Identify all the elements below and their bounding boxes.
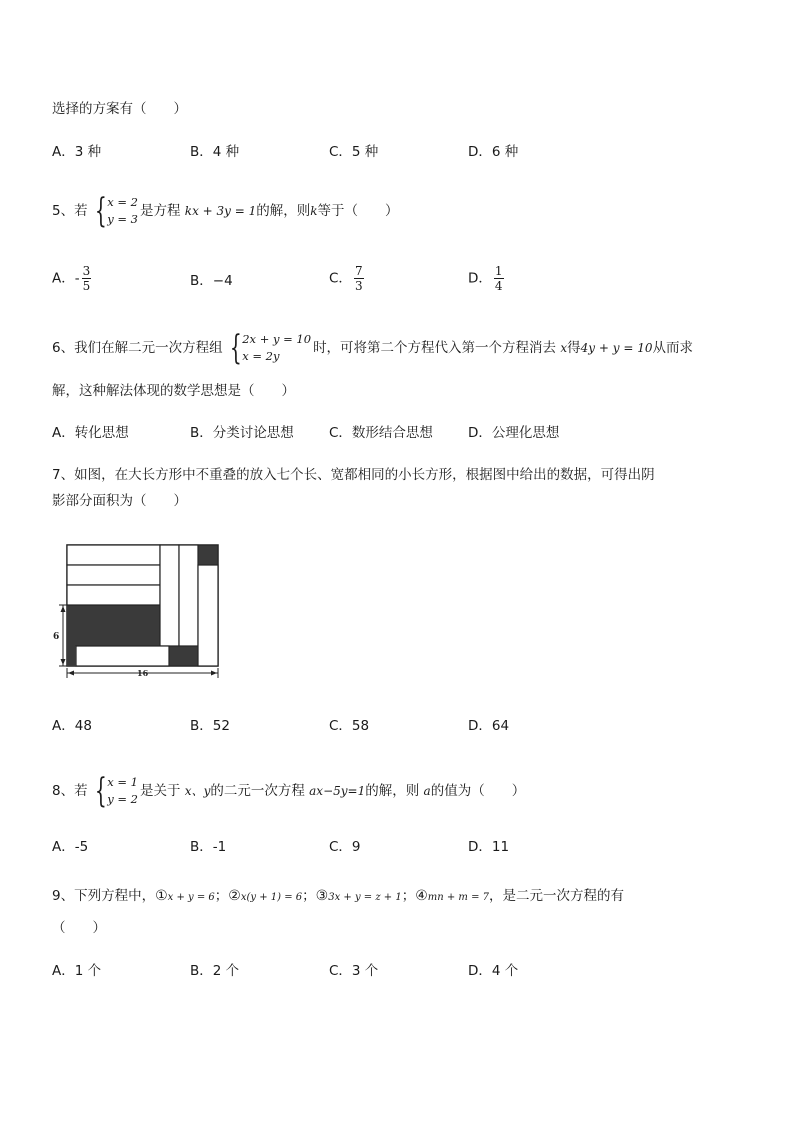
q7-option-c[interactable]: C．58 [329, 718, 370, 734]
q6-option-a[interactable]: A．转化思想 [52, 425, 129, 441]
q5-stem [52, 191, 399, 231]
q7-rectangle-figure [50, 540, 225, 685]
q6-equation: 4y + y = 10 [580, 341, 653, 355]
q8-stem [52, 771, 526, 811]
q5-option-d-fraction [494, 264, 504, 293]
q9-suffix: ，是二元一次方程的有 [489, 888, 625, 904]
q8-suffix-a: 的解，则 [365, 783, 420, 799]
small-rect-v1 [160, 545, 179, 646]
q5-suffix-a: 的解，则 [256, 203, 311, 219]
q5-mid: 是方程 [140, 203, 181, 219]
q9-sep-3: ； [401, 888, 416, 904]
q6-equation-system: { 2x + y = 10 x = 2y [229, 328, 312, 368]
q6-stem-line1 [52, 328, 693, 368]
q5-equation-system: { x = 2 y = 3 [94, 191, 138, 231]
q6-stem-line2: 解，这种解法体现的数学思想是（ ） [52, 383, 295, 399]
q5-option-d-label: D． [468, 270, 492, 287]
q9-marker-1: ① [155, 888, 168, 904]
q5-option-c-denominator: 3 [354, 279, 363, 293]
q5-option-a-denominator: 5 [82, 279, 91, 293]
q5-suffix-b: 等于（ ） [317, 203, 399, 219]
small-rect-h3 [67, 585, 160, 605]
q7-option-d[interactable]: D．64 [468, 718, 510, 734]
q5-option-c-label: C． [329, 270, 352, 287]
q4-stem-tail: 选择的方案有（ ） [52, 101, 187, 117]
q5-option-a[interactable] [52, 264, 93, 293]
q7-stem-line2: 影部分面积为（ ） [52, 493, 187, 509]
q6-mid2: 得 [567, 340, 581, 356]
q9-option-d[interactable]: D．4 个 [468, 963, 519, 979]
q9-stem-line2: （ ） [52, 920, 106, 936]
q6-option-c[interactable]: C．数形结合思想 [329, 425, 433, 441]
q6-sys-row2: x = 2y [242, 349, 280, 363]
q5-prefix: 5、若 [52, 203, 88, 219]
q6-mid: 时，可将第二个方程代入第一个方程消去 [313, 340, 557, 356]
q5-option-d-denominator: 4 [494, 279, 503, 293]
q5-option-c-numerator: 7 [354, 264, 363, 278]
q5-option-a-numerator: 3 [82, 264, 91, 278]
q4-option-a[interactable]: A．3 种 [52, 144, 102, 160]
q5-equation: kx + 3y = 1 [184, 204, 257, 218]
q6-option-b[interactable]: B．分类讨论思想 [190, 425, 294, 441]
q9-sep-2: ； [302, 888, 316, 904]
q8-sys-row1: x = 1 [107, 775, 138, 789]
q9-option-b[interactable]: B．2 个 [190, 963, 240, 979]
q8-option-d[interactable]: D．11 [468, 839, 510, 855]
q5-option-d-numerator: 1 [494, 264, 503, 278]
q7-stem-line1: 7、如图，在大长方形中不重叠的放入七个长、宽都相同的小长方形，根据图中给出的数据，可得出阴 [52, 467, 655, 483]
q8-mid2: 的二元一次方程 [210, 783, 305, 799]
q8-prefix: 8、若 [52, 783, 88, 799]
q5-option-b[interactable]: B．−4 [190, 273, 233, 289]
q6-var: x [560, 341, 568, 355]
q5-option-d[interactable] [468, 264, 506, 293]
q9-prefix: 9、下列方程中， [52, 888, 156, 904]
small-rect-h2 [67, 565, 160, 585]
q9-sep-1: ； [214, 888, 229, 904]
q8-sys-row2: y = 2 [107, 792, 138, 806]
q8-equation: ax−5y=1 [309, 784, 366, 798]
q8-option-b[interactable]: B．-1 [190, 839, 227, 855]
q5-var: k [310, 204, 318, 218]
q6-sys-row1: 2x + y = 10 [242, 332, 312, 346]
q5-sys-row1: x = 2 [107, 195, 138, 209]
q5-sys-row2: y = 3 [107, 212, 138, 226]
q5-option-a-fraction [82, 264, 92, 293]
small-rect-v2 [179, 545, 198, 646]
q4-option-c[interactable]: C．5 种 [329, 144, 379, 160]
q7-option-a[interactable]: A．48 [52, 718, 92, 734]
q9-marker-2: ② [228, 888, 241, 904]
shaded-region-bottom-left [67, 646, 76, 666]
q8-option-a[interactable]: A．-5 [52, 839, 89, 855]
q5-option-c-fraction [354, 264, 364, 293]
q5-option-c[interactable] [329, 264, 366, 293]
q9-stem-line1 [52, 886, 624, 908]
small-rect-v3 [198, 565, 218, 666]
q8-equation-system: { x = 1 y = 2 [94, 771, 138, 811]
q9-marker-4: ④ [415, 888, 428, 904]
width-label: 16 [137, 668, 149, 678]
height-label: 6 [53, 632, 60, 642]
shaded-region-bottom [169, 646, 198, 666]
q7-option-b[interactable]: B．52 [190, 718, 230, 734]
q9-equation-2: x(y + 1) = 6 [240, 892, 303, 903]
q4-option-d[interactable]: D．6 种 [468, 144, 519, 160]
small-rect-bottom [76, 646, 169, 666]
q6-suffix: 从而求 [652, 340, 693, 356]
q9-option-a[interactable]: A．1 个 [52, 963, 102, 979]
q6-prefix: 6、我们在解二元一次方程组 [52, 340, 223, 356]
q4-option-b[interactable]: B．4 种 [190, 144, 240, 160]
q8-vars: x、y [184, 784, 211, 798]
q8-mid: 是关于 [140, 783, 181, 799]
q9-option-c[interactable]: C．3 个 [329, 963, 379, 979]
q8-var: a [423, 784, 431, 798]
q6-option-d[interactable]: D．公理化思想 [468, 425, 560, 441]
q5-option-a-label: A．- [52, 270, 80, 287]
q9-marker-3: ③ [315, 888, 329, 904]
shaded-region-top-right [198, 545, 218, 565]
q8-suffix-b: 的值为（ ） [430, 783, 526, 799]
q9-equation-1: x + y = 6 [167, 892, 215, 903]
q9-equation-3: 3x + y = z + 1 [328, 892, 402, 903]
q9-equation-4: mn + m = 7 [427, 892, 490, 903]
q8-option-c[interactable]: C．9 [329, 839, 361, 855]
small-rect-h1 [67, 545, 160, 565]
